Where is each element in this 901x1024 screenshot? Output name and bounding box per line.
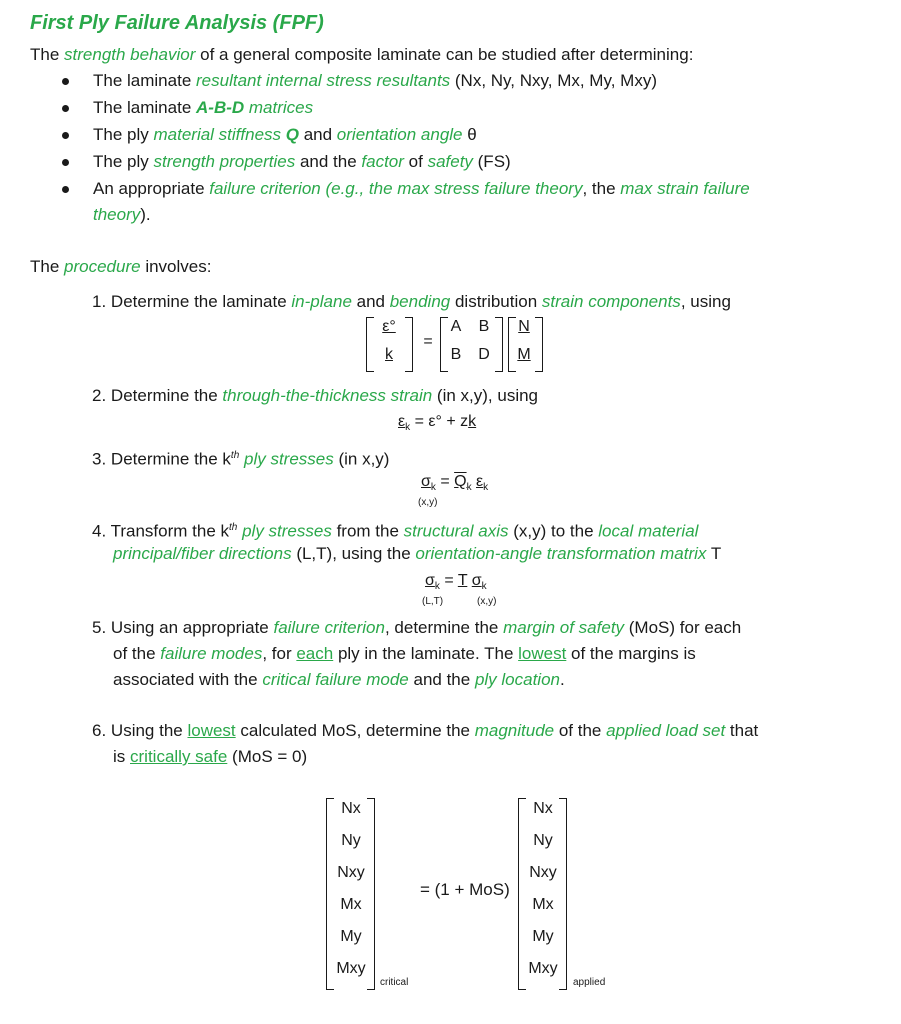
step-2: 2. Determine the through-the-thickness strain (in x,y), using [92,386,539,405]
step-6-cont: is critically safe (MoS = 0) [113,747,308,766]
mos-factor: = (1 + MoS) [420,880,510,899]
step-6: 6. Using the lowest calculated MoS, determine the magnitude of the applied load set that [92,721,759,740]
bullet-item: The laminate A-B-D matrices [93,98,314,117]
bullet-dot [62,132,69,139]
bullet-item: The ply material stiffness Q and orientation angle θ [93,125,477,144]
applied-label: applied [573,977,606,988]
step-4: 4. Transform the $k^{th}$ ply stresses from the structural axis (x,y) to the local material [92,521,699,541]
procedure-heading: The procedure involves: [30,257,212,276]
bullet-dot [62,186,69,193]
step-5-cont: associated with the critical failure mode and the ply location. [113,670,565,689]
equation-label: (x,y) [418,497,438,508]
bullet-dot [62,78,69,85]
bullet-dot [62,105,69,112]
intro-text: The strength behavior of a general composite laminate can be studied after determining: [30,45,694,64]
bullet-item: The ply strength properties and the factor of safety (FS) [93,152,511,171]
step-3: 3. Determine the $k^{th}$ ply stresses (in x,y) [92,449,390,469]
page-title: First Ply Failure Analysis (FPF) [30,12,324,34]
step-5-cont: of the failure modes, for each ply in the laminate. The lowest of the margins is [113,644,696,663]
step-5: 5. Using an appropriate failure criterion, determine the margin of safety (MoS) for each [92,618,742,637]
bullet-item-cont: theory). [93,205,151,224]
step-1: 1. Determine the laminate in-plane and bending distribution strain components, using [92,292,731,311]
bullet-item: An appropriate failure criterion (e.g., the max stress failure theory, the max strain failure [93,179,750,198]
equation-label: (L,T) [422,596,444,607]
bullet-dot [62,159,69,166]
bullet-item: The laminate resultant internal stress resultants (Nx, Ny, Nxy, Mx, My, Mxy) [93,71,657,90]
equation-strain: $\varepsilon_k = \varepsilon^\circ$ + zk [398,413,477,434]
equation-transform: $\sigma_k = T$ $\sigma_k$ [425,572,487,593]
step-4-cont: principal/fiber directions (L,T), using the orientation-angle transformation matrix T [113,544,722,563]
equation-label: (x,y) [477,596,497,607]
equation-ply-stress: $\sigma_k = Q_k$ $\varepsilon_k$ [421,473,489,494]
critical-label: critical [380,977,409,988]
